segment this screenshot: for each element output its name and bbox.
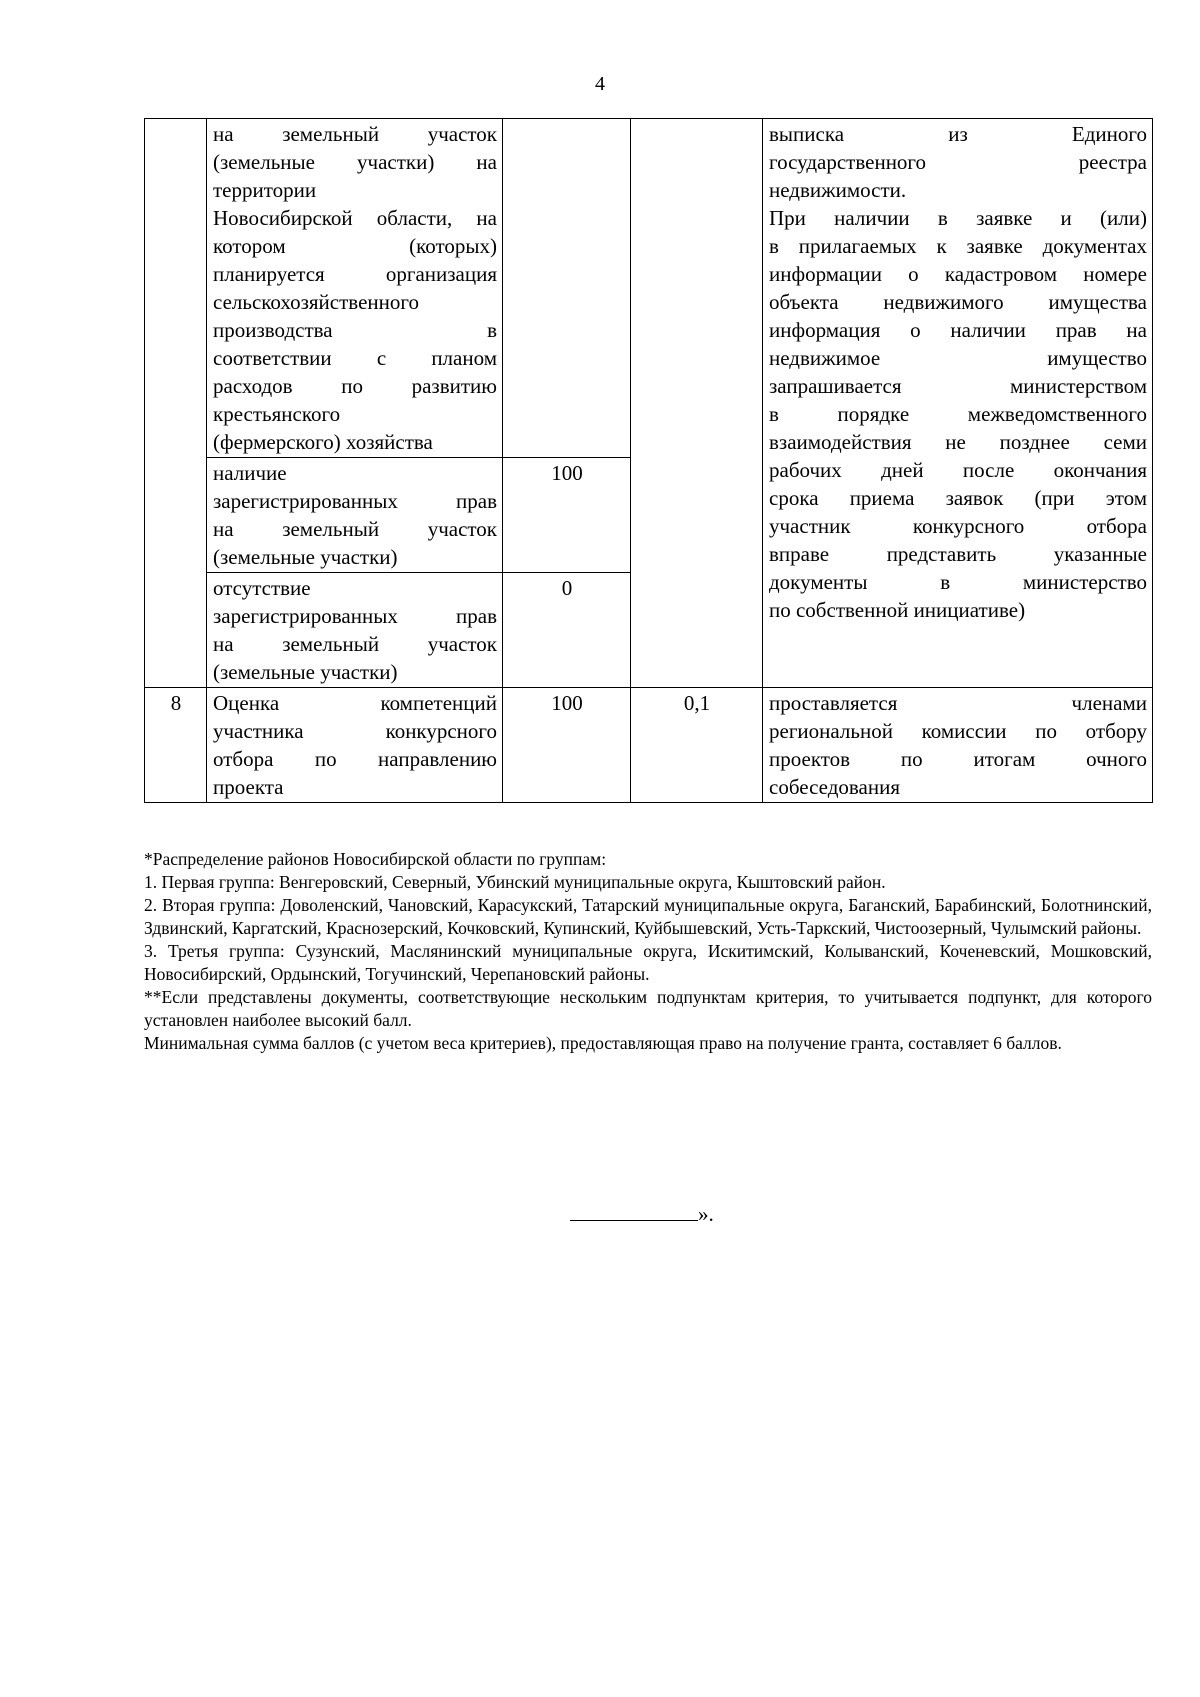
text-line: Оценка компетенций (213, 691, 497, 715)
text-line: вправе представить указанные (769, 542, 1147, 566)
text-line: срока приема заявок (при этом (769, 486, 1147, 510)
text-line: запрашивается министерством (769, 374, 1147, 398)
text-line: участник конкурсного отбора (769, 514, 1147, 538)
footnote-group-2: 2. Вторая группа: Доволенский, Чановский, Карасукский, Татарский муниципальные округа, Баганский, Барабинский, Болотнинский, Здвинский, Каргатский, Краснозерский, Кочковский, Купинский, Куйбышевский, Усть-Таркский, Чистоозерный, Чулымский районы. (144, 895, 1152, 938)
table-row (145, 688, 1153, 803)
page-number: 4 (595, 73, 605, 95)
text-line: Новосибирской области, на (213, 206, 497, 230)
text-line: рабочих дней после окончания (769, 458, 1147, 482)
weight-cell (631, 119, 763, 688)
text-line: в порядке межведомственного (769, 402, 1147, 426)
multiline-text (213, 120, 497, 456)
text-line: котором (которых) (213, 234, 497, 258)
footnotes (144, 848, 1152, 1055)
text-line: участника конкурсного (213, 719, 497, 743)
text-line: недвижимое имущество (769, 346, 1147, 370)
text-line: на земельный участок (213, 517, 497, 541)
table-row (145, 119, 1153, 458)
subcriterion-cell (207, 458, 503, 573)
score-cell: 100 (503, 458, 631, 573)
multiline-text (213, 574, 497, 686)
footnote-group-3: 3. Третья группа: Сузунский, Маслянинский муниципальные округа, Искитимский, Колыванский, Коченевский, Мошковский, Новосибирский, Ордынский, Тогучинский, Черепановский районы. (144, 941, 1152, 984)
criterion-cell (207, 688, 503, 803)
score-cell: 100 (503, 688, 631, 803)
subcriterion-cell (207, 119, 503, 458)
text-line: недвижимости. (769, 178, 907, 202)
text-line: (земельные участки) (213, 660, 398, 684)
text-line: проектов по итогам очного (769, 747, 1147, 771)
row-number-cell: 8 (145, 688, 207, 803)
text-line: проекта (213, 775, 284, 799)
footnote-minimum-score: Минимальная сумма баллов (с учетом веса критериев), предоставляющая право на получение гранта, составляет 6 баллов. (144, 1033, 1062, 1053)
footnote-group-1: 1. Первая группа: Венгеровский, Северный, Убинский муниципальные округа, Кыштовский район. (144, 872, 886, 892)
text-line: планируется организация (213, 262, 497, 286)
text-line: на земельный участок (213, 632, 497, 656)
text-line: крестьянского (213, 402, 341, 426)
documents-cell (763, 119, 1153, 688)
text-line: соответствии с планом (213, 346, 497, 370)
text-line: региональной комиссии по отбору (769, 719, 1147, 743)
text-line: информация о наличии прав на (769, 318, 1147, 342)
text-line: зарегистрированных прав (213, 489, 497, 513)
multiline-text (769, 689, 1147, 801)
text-line: документы в министерство (769, 570, 1147, 594)
multiline-text (213, 689, 497, 801)
footnote-highest-score: **Если представлены документы, соответствующие нескольким подпунктам критерия, то учитывается подпункт, для которого установлен наиболее высокий балл. (144, 987, 1152, 1030)
text-line: наличие (213, 461, 287, 485)
subcriterion-cell (207, 573, 503, 688)
multiline-text (769, 120, 1147, 624)
text-line: (земельные участки) на (213, 150, 497, 174)
text-line: взаимодействия не позднее семи (769, 430, 1147, 454)
text-line: в прилагаемых к заявке документах (769, 234, 1147, 258)
criteria-table (144, 118, 1153, 803)
text-line: на земельный участок (213, 122, 497, 146)
text-line: собеседования (769, 775, 900, 799)
text-line: При наличии в заявке и (или) (769, 206, 1147, 230)
multiline-text (213, 459, 497, 571)
text-line: территории (213, 178, 317, 202)
closing-mark (570, 1200, 714, 1228)
text-line: проставляется членами (769, 691, 1147, 715)
text-line: информации о кадастровом номере (769, 262, 1147, 286)
closing-quote: ». (698, 1202, 714, 1226)
text-line: выписка из Единого (769, 122, 1147, 146)
text-line: по собственной инициативе) (769, 598, 1026, 622)
text-line: сельскохозяйственного (213, 290, 419, 314)
text-line: отбора по направлению (213, 747, 497, 771)
row-number-cell (145, 119, 207, 688)
documents-cell (763, 688, 1153, 803)
footnote-districts-title: *Распределение районов Новосибирской области по группам: (144, 849, 607, 869)
text-line: отсутствие (213, 576, 311, 600)
text-line: производства в (213, 318, 497, 342)
text-line: зарегистрированных прав (213, 604, 497, 628)
score-cell: 0 (503, 573, 631, 688)
text-line: расходов по развитию (213, 374, 497, 398)
weight-cell: 0,1 (631, 688, 763, 803)
text-line: (фермерского) хозяйства (213, 430, 433, 454)
blank-line (570, 1200, 698, 1221)
text-line: государственного реестра (769, 150, 1147, 174)
text-line: (земельные участки) (213, 545, 398, 569)
score-cell (503, 119, 631, 458)
text-line: объекта недвижимого имущества (769, 290, 1147, 314)
